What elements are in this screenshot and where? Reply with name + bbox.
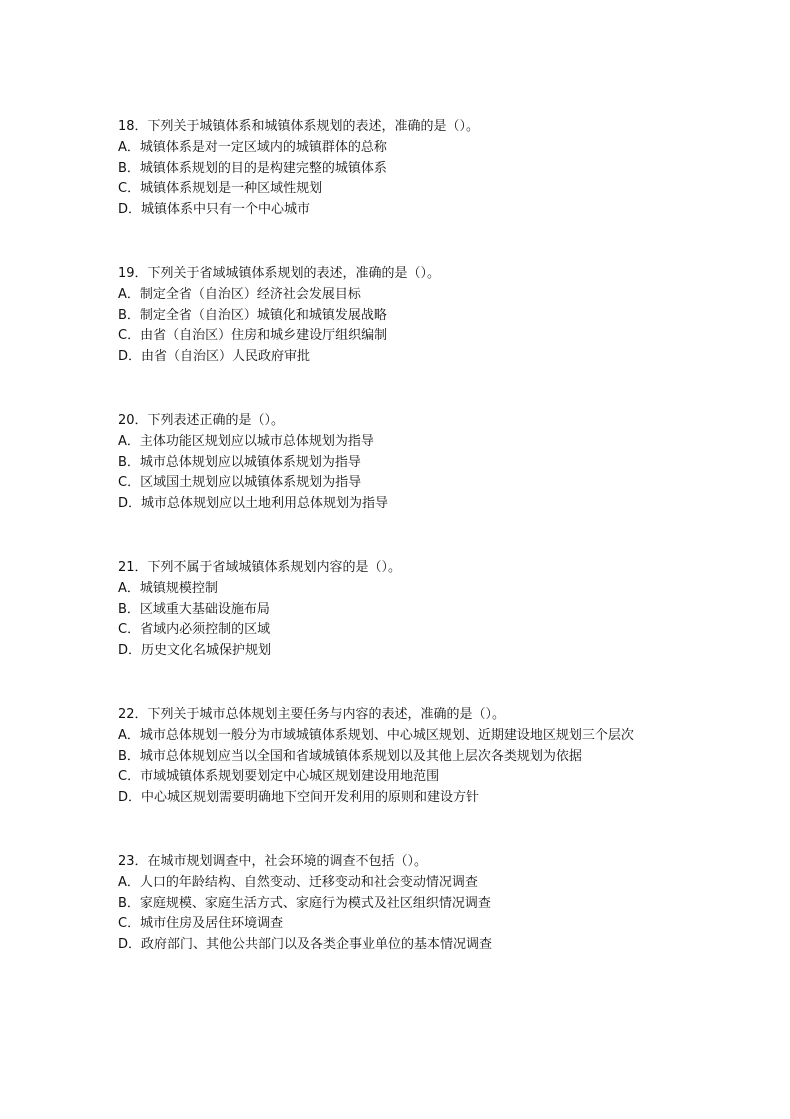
option-b: B．城镇体系规划的目的是构建完整的城镇体系 [118, 160, 387, 176]
option-d: D．城镇体系中只有一个中心城市 [118, 202, 311, 218]
question-23 [118, 852, 678, 956]
option-b: B．家庭规模、家庭生活方式、家庭行为模式及社区组织情况调查 [118, 895, 491, 911]
question-stem: 18．下列关于城镇体系和城镇体系规划的表述，准确的是（）。 [118, 119, 480, 134]
option-c: C．省域内必须控制的区域 [118, 622, 271, 638]
option-c: C．城市住房及居住环境调查 [118, 916, 284, 932]
option-b: B．制定全省（自治区）城镇化和城镇发展战略 [118, 307, 387, 323]
option-b: B．城市总体规划应当以全国和省域城镇体系规划以及其他上层次各类规划为依据 [118, 748, 582, 764]
option-a: A．城市总体规划一般分为市域城镇体系规划、中心城区规划、近期建设地区规划三个层次 [118, 727, 634, 743]
question-20 [118, 411, 678, 515]
option-a: A．城镇规模控制 [118, 580, 218, 596]
option-a: A．制定全省（自治区）经济社会发展目标 [118, 286, 361, 302]
option-d: D．中心城区规划需要明确地下空间开发利用的原则和建设方针 [118, 790, 480, 806]
question-stem: 19．下列关于省域城镇体系规划的表述，准确的是（）。 [118, 265, 441, 281]
question-stem: 21．下列不属于省域城镇体系规划内容的是（）。 [118, 559, 402, 575]
option-d: D．由省（自治区）人民政府审批 [118, 349, 311, 365]
question-19 [118, 264, 678, 368]
option-a: A．主体功能区规划应以城市总体规划为指导 [118, 433, 374, 449]
question-stem: 22．下列关于城市总体规划主要任务与内容的表述，准确的是（）。 [118, 706, 506, 722]
option-c: C．市域城镇体系规划要划定中心城区规划建设用地范围 [118, 769, 440, 785]
option-d: D．历史文化名城保护规划 [118, 643, 272, 659]
question-22 [118, 705, 678, 809]
option-d: D．政府部门、其他公共部门以及各类企事业单位的基本情况调查 [118, 937, 493, 953]
option-d: D．城市总体规划应以土地利用总体规划为指导 [118, 496, 389, 512]
option-c: C．由省（自治区）住房和城乡建设厅组织编制 [118, 328, 388, 344]
option-b: B．区域重大基础设施布局 [118, 601, 270, 617]
option-c: C．区域国土规划应以城镇体系规划为指导 [118, 475, 362, 491]
question-list [118, 117, 678, 956]
question-stem: 23．在城市规划调查中，社会环境的调查不包括（）。 [118, 853, 428, 869]
option-a: A．人口的年龄结构、自然变动、迁移变动和社会变动情况调查 [118, 874, 478, 890]
question-21 [118, 558, 678, 662]
question-18 [118, 117, 678, 221]
option-b: B．城市总体规划应以城镇体系规划为指导 [118, 454, 361, 470]
question-stem: 20．下列表述正确的是（）。 [118, 412, 285, 428]
option-c: C．城镇体系规划是一种区域性规划 [118, 181, 323, 197]
option-a: A．城镇体系是对一定区域内的城镇群体的总称 [118, 139, 387, 155]
